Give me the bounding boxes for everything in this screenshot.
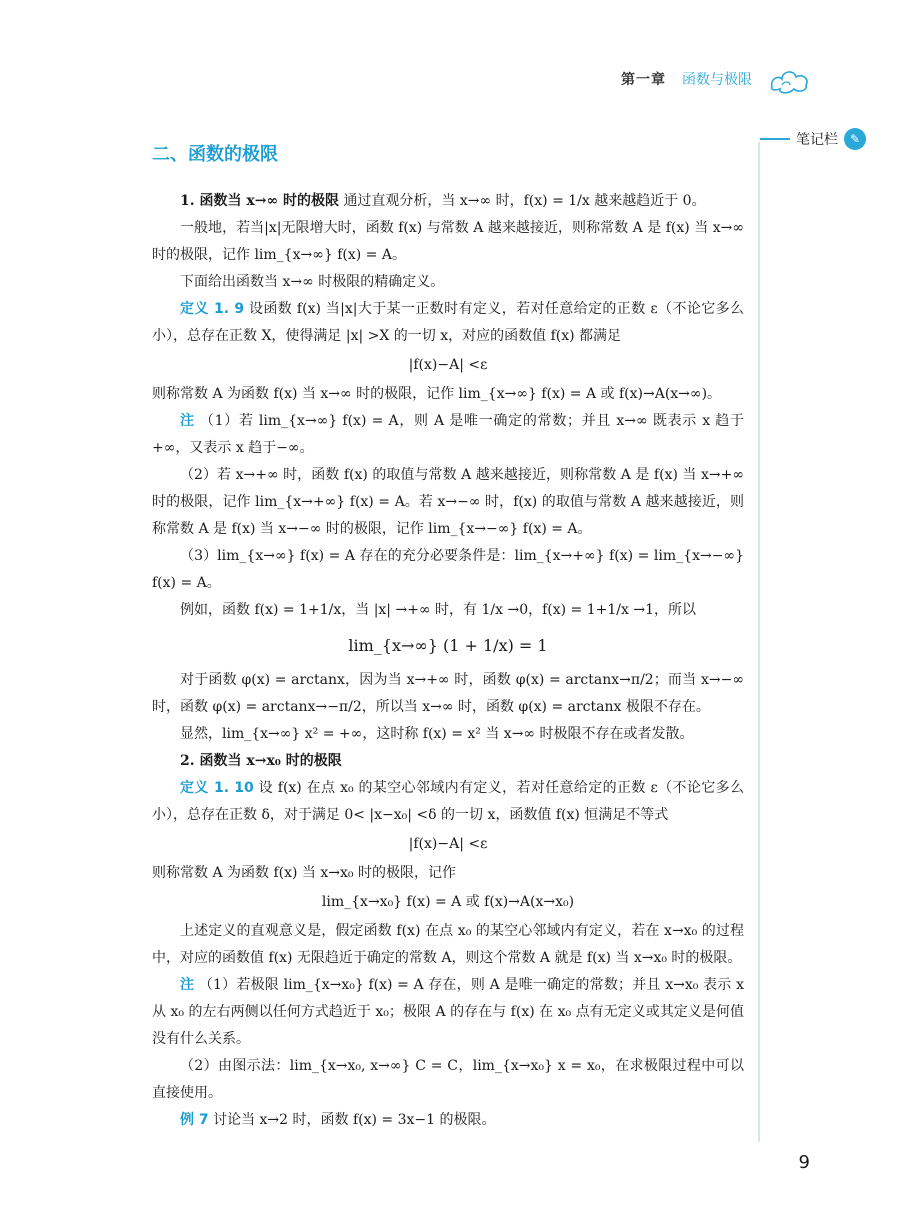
arctan-paragraph: 对于函数 φ(x) = arctanx，因为当 x→+∞ 时，函数 φ(x) = arctanx→π/2；而当 x→−∞ 时，函数 φ(x) = arctanx→−π/2，所以当 x→∞ 时，函数 φ(x) = arctanx 极限不存在。	[152, 672, 744, 715]
example-formula: lim_{x→∞} (1 + 1/x) = 1	[348, 636, 548, 655]
definition-1-10-formula: |f(x)−A| <ε	[408, 836, 488, 852]
intuition-paragraph: 上述定义的直观意义是，假定函数 f(x) 在点 x₀ 的某空心邻域内有定义，若在 x→x₀ 的过程中，对应的函数值 f(x) 无限趋近于确定的常数 A，则这个常数 A 就是 f(x) 当 x→x₀ 时的极限。	[152, 923, 744, 966]
note-2-1-text: （1）若极限 lim_{x→x₀} f(x) = A 存在，则 A 是唯一确定的常数；并且 x→x₀ 表示 x 从 x₀ 的左右两侧以任何方式趋近于 x₀；极限 A 的存在与 f(x) 在 x₀ 点有无定义或其定义是何值没有什么关系。	[152, 977, 744, 1047]
note-label: 注	[180, 413, 195, 429]
pencil-icon: ✎	[844, 128, 866, 150]
note-1-text: （1）若 lim_{x→∞} f(x) = A，则 A 是唯一确定的常数；并且 x→∞ 既表示 x 趋于+∞，又表示 x 趋于−∞。	[152, 413, 745, 456]
notes-column-line	[758, 142, 760, 1142]
page-number: 9	[798, 1152, 810, 1173]
page-header	[621, 64, 812, 94]
example-intro: 例如，函数 f(x) = 1+1/x，当 |x| →+∞ 时，有 1/x →0，f(x) = 1+1/x →1，所以	[180, 602, 696, 618]
definition-1-10-text: 设 f(x) 在点 x₀ 的某空心邻域内有定义，若对任意给定的正数 ε（不论它多么小），总存在正数 δ，对于满足 0< |x−x₀| <δ 的一切 x，函数值 f(x) 恒满足不等式	[152, 780, 744, 823]
definition-1-10	[152, 775, 744, 829]
example-7-label: 例 7	[180, 1112, 209, 1128]
definition-1-10-label: 定义 1. 10	[180, 780, 254, 796]
note-3: （3）lim_{x→∞} f(x) = A 存在的充分必要条件是：lim_{x→+∞} f(x) = lim_{x→−∞} f(x) = A。	[152, 548, 744, 591]
divergence-paragraph: 显然，lim_{x→∞} x² = +∞，这时称 f(x) = x² 当 x→∞ 时极限不存在或者发散。	[180, 726, 694, 742]
notes-text: 笔记栏	[796, 132, 838, 148]
definition-1-9	[152, 296, 744, 350]
example-7-text: 讨论当 x→2 时，函数 f(x) = 3x−1 的极限。	[213, 1112, 496, 1128]
definition-1-10-limit: lim_{x→x₀} f(x) = A 或 f(x)→A(x→x₀)	[321, 894, 575, 910]
subsection-2-heading	[152, 748, 744, 775]
definition-label: 定义 1. 9	[180, 301, 245, 317]
example-7	[152, 1107, 744, 1134]
definition-formula: |f(x)−A| <ε	[408, 357, 488, 373]
chapter-label: 第一章	[621, 72, 666, 88]
notes-label	[760, 128, 866, 150]
subsection-2-title: 2. 函数当 x→x₀ 时的极限	[180, 753, 342, 769]
note-2-label: 注	[180, 977, 195, 993]
note-2-2: （2）由图示法：lim_{x→x₀, x→∞} C = C，lim_{x→x₀} x = x₀，在求极限过程中可以直接使用。	[152, 1058, 744, 1101]
paragraph-intro	[152, 188, 744, 215]
section-title: 二、函数的极限	[152, 144, 278, 165]
paragraph-general: 一般地，若当|x|无限增大时，函数 f(x) 与常数 A 越来越接近，则称常数 A 是 f(x) 当 x→∞ 时的极限，记作 lim_{x→∞} f(x) = A。	[152, 220, 744, 263]
paragraph-precise: 下面给出函数当 x→∞ 时极限的精确定义。	[180, 274, 445, 290]
note-2: （2）若 x→+∞ 时，函数 f(x) 的取值与常数 A 越来越接近，则称常数 A 是 f(x) 当 x→+∞ 时的极限，记作 lim_{x→+∞} f(x) = A。若 x→−∞ 时，f(x) 的取值与常数 A 越来越接近，则称常数 A 是 f(x) 当 x→−∞ 时的极限，记作 lim_{x→−∞} f(x) = A。	[152, 467, 744, 537]
note-2-1	[152, 972, 744, 1053]
definition-1-10-conclusion: 则称常数 A 为函数 f(x) 当 x→x₀ 时的极限，记作	[152, 865, 456, 881]
definition-conclusion: 则称常数 A 为函数 f(x) 当 x→∞ 时的极限，记作 lim_{x→∞} f(x) = A 或 f(x)→A(x→∞)。	[152, 386, 722, 402]
intro-text: 通过直观分析，当 x→∞ 时，f(x) = 1/x 越来越趋近于 0。	[343, 193, 706, 209]
definition-text: 设函数 f(x) 当|x|大于某一正数时有定义，若对任意给定的正数 ε（不论它多么小），总存在正数 X，使得满足 |x| >X 的一切 x，对应的函数值 f(x) 都满足	[152, 301, 744, 344]
cloud-ornament-icon	[768, 61, 812, 97]
note-1	[152, 408, 744, 462]
chapter-title: 函数与极限	[682, 72, 752, 88]
notes-bar	[760, 138, 790, 140]
subsection-heading: 1. 函数当 x→∞ 时的极限	[180, 193, 339, 209]
main-content	[152, 140, 744, 1134]
